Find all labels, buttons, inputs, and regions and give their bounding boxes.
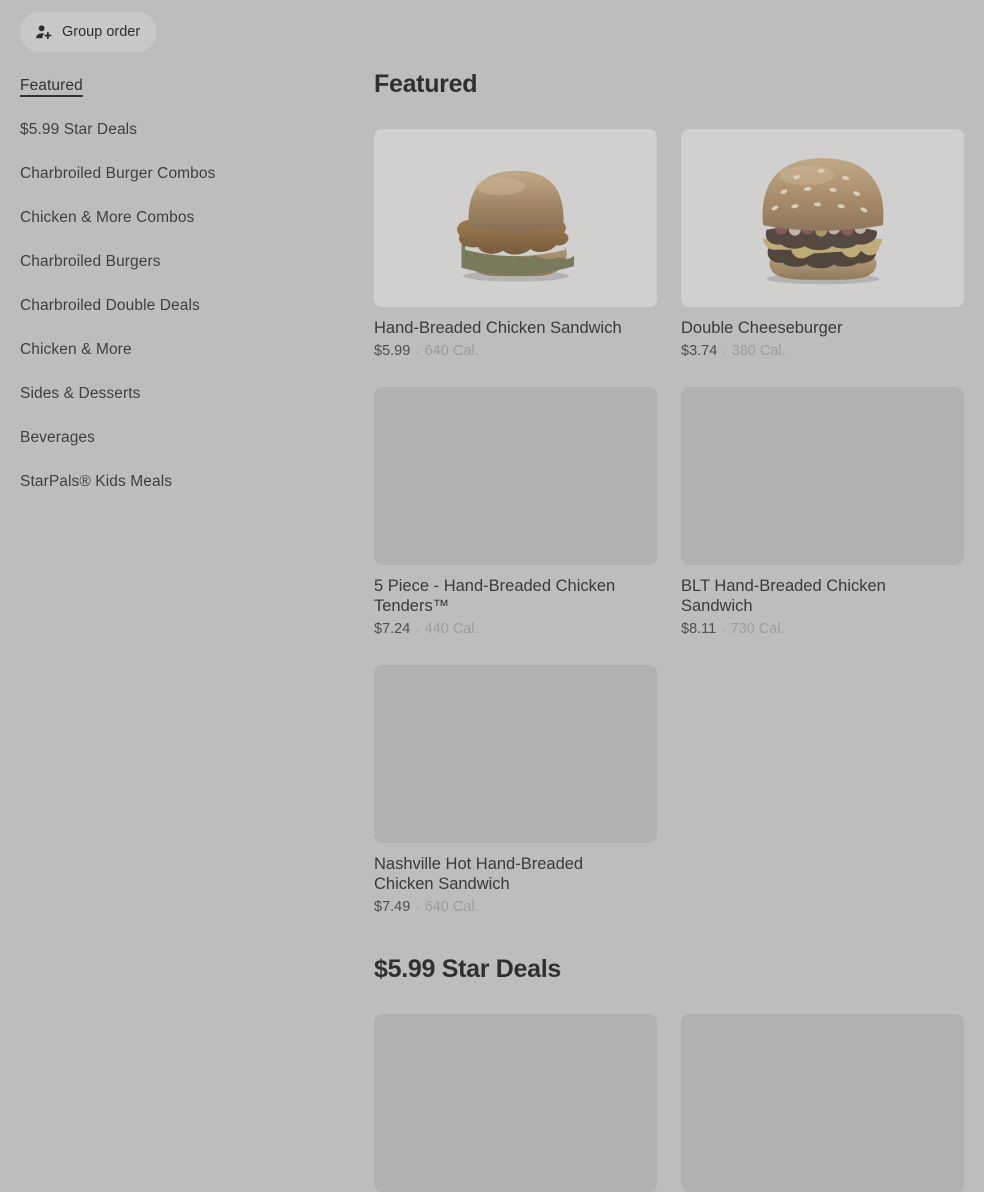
cheeseburger-image [681,129,964,307]
sidebar-item-charbroiled-burger-combos[interactable]: Charbroiled Burger Combos [20,165,216,182]
group-order-label: Group order [62,24,141,40]
item-image-placeholder [374,665,657,843]
item-price: $8.11 [681,621,717,637]
dot-separator: · [721,621,726,637]
item-price: $7.24 [374,621,411,637]
sidebar-item-5-99-star-deals[interactable]: $5.99 Star Deals [20,121,138,138]
group-order-button[interactable] [20,12,157,52]
sidebar-item-chicken-more[interactable]: Chicken & More [20,341,132,358]
dot-separator: · [722,343,727,359]
sidebar-item-chicken-more-combos[interactable]: Chicken & More Combos [20,209,195,226]
menu-item-card[interactable] [374,665,657,915]
category-sidebar [20,64,350,504]
menu-content [374,64,964,1192]
menu-section [374,949,964,1192]
sidebar-item-featured[interactable]: Featured [20,77,83,94]
item-meta [374,899,657,915]
item-price: $3.74 [681,343,718,359]
item-meta [374,621,657,637]
sidebar-item-starpals-kids-meals[interactable]: StarPals® Kids Meals [20,473,173,490]
item-calories: 640 Cal. [424,899,479,915]
item-meta [681,343,964,359]
menu-item-card[interactable] [374,1014,657,1192]
sidebar-item-charbroiled-burgers[interactable]: Charbroiled Burgers [20,253,161,270]
menu-item-grid [374,1014,964,1192]
section-title: Featured [374,70,478,98]
menu-item-card[interactable] [681,387,964,637]
menu-section [374,64,964,915]
item-price: $7.49 [374,899,411,915]
cheeseburger-illustration [705,137,941,299]
item-calories: 440 Cal. [424,621,479,637]
item-name: BLT Hand-Breaded Chicken Sandwich [681,577,886,615]
item-name: Nashville Hot Hand-Breaded Chicken Sandwich [374,855,584,893]
sidebar-item-sides-desserts[interactable]: Sides & Desserts [20,385,141,402]
menu-item-card[interactable] [374,129,657,359]
item-image-placeholder [374,387,657,565]
sidebar-item-charbroiled-double-deals[interactable]: Charbroiled Double Deals [20,297,200,314]
menu-item-card[interactable] [374,387,657,637]
add-person-icon [34,23,53,42]
item-name: Hand-Breaded Chicken Sandwich [374,319,622,337]
item-name: 5 Piece - Hand-Breaded Chicken Tenders™ [374,577,616,615]
chicken-sandwich-image [374,129,657,307]
menu-item-card[interactable] [681,129,964,359]
menu-item-card[interactable] [681,1014,964,1192]
menu-item-grid [374,129,964,915]
item-meta [374,343,657,359]
section-title: $5.99 Star Deals [374,955,561,983]
item-meta [681,621,964,637]
item-name: Double Cheeseburger [681,319,843,337]
dot-separator: · [415,899,420,915]
item-calories: 640 Cal. [424,343,479,359]
dot-separator: · [415,621,420,637]
item-image-placeholder [681,387,964,565]
chicken-sandwich-illustration [398,137,634,299]
item-calories: 730 Cal. [730,621,785,637]
item-calories: 380 Cal. [731,343,786,359]
item-image-placeholder [374,1014,657,1192]
item-price: $5.99 [374,343,411,359]
dot-separator: · [415,343,420,359]
sidebar-item-beverages[interactable]: Beverages [20,429,96,446]
item-image-placeholder [681,1014,964,1192]
